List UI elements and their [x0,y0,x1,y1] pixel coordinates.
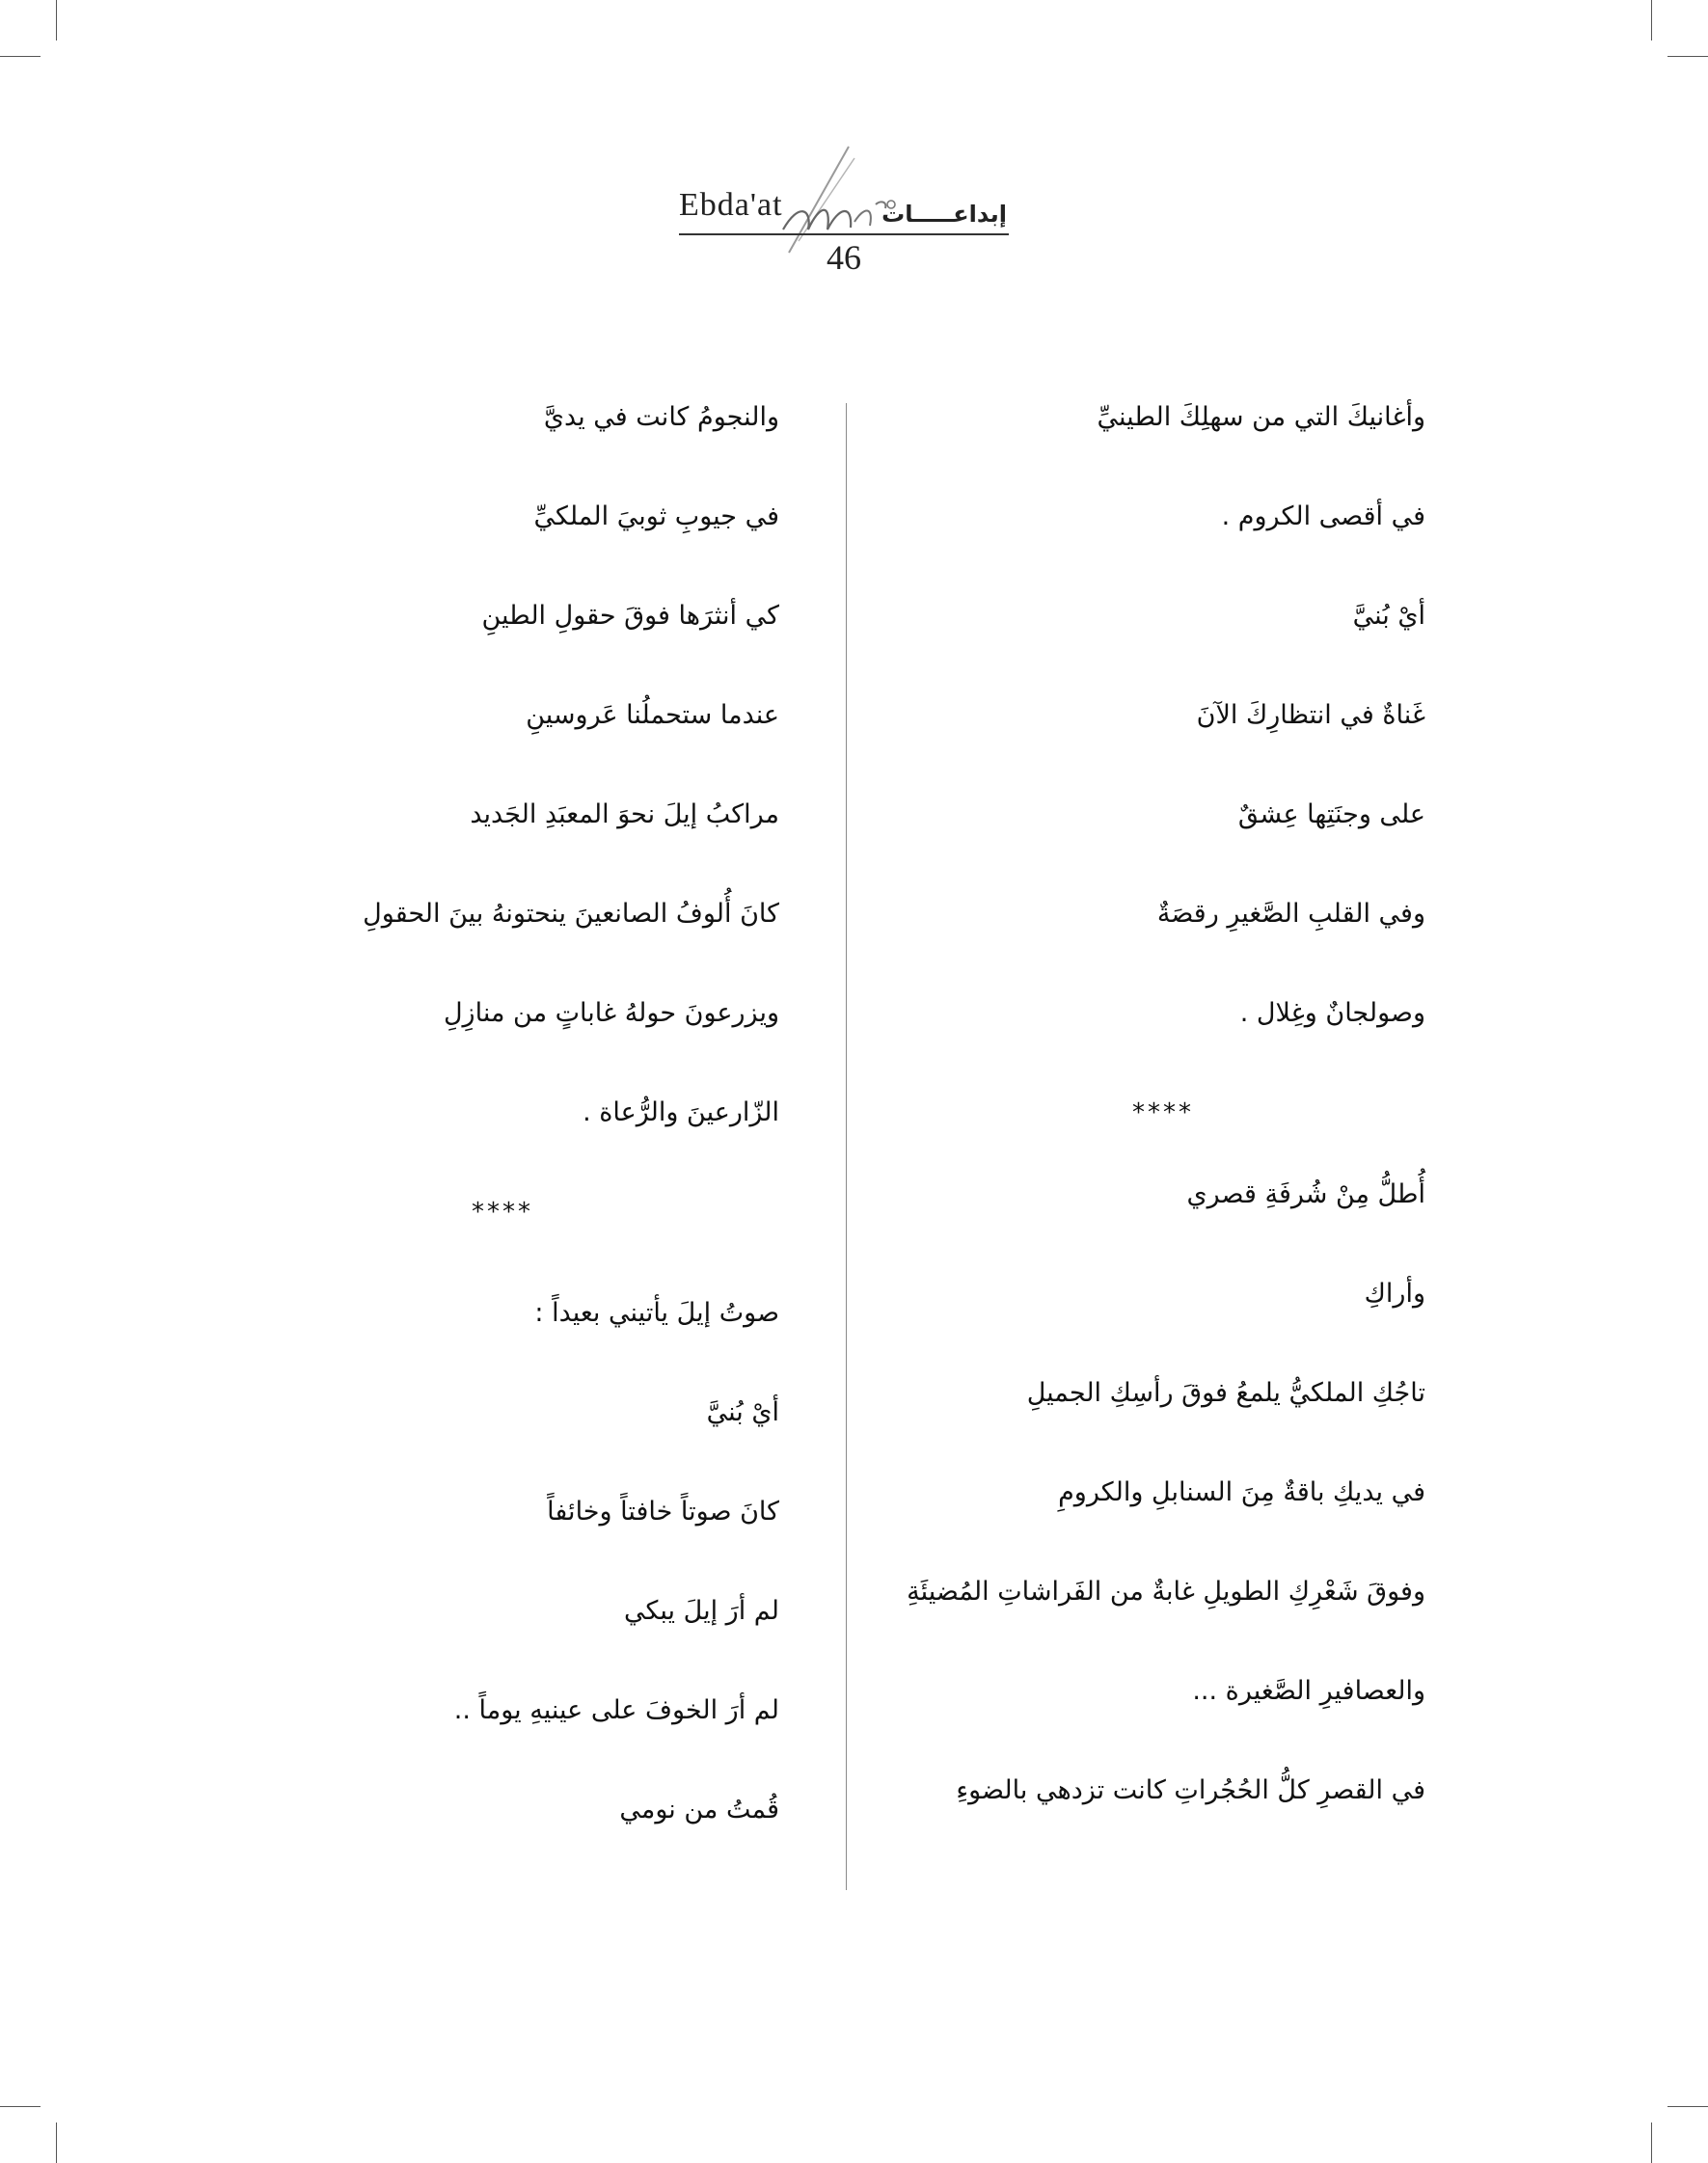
poem-column-left [239,386,779,1878]
poem-line: أُطلُّ مِنْ شُرفَةِ قصري [1186,1179,1425,1209]
poem-line: وفوقَ شَعْرِكِ الطويلِ غابةٌ من الفَراشاتِ المُضيئَةِ [907,1577,1425,1607]
poem-line: في القصرِ كلُّ الحُجُراتِ كانت تزدهي بالضوءِ [956,1775,1425,1805]
poem-line: الزّارعينَ والرُّعاة . [583,1097,779,1127]
poem-line: في جيوبِ ثوبيَ الملكيِّ [533,501,779,531]
crop-mark [1667,56,1708,57]
poem-line: في يديكِ باقةٌ مِنَ السنابلِ والكرومِ [1058,1477,1425,1507]
poem-line: عندما ستحملُنا عَروسينِ [526,700,779,730]
poem-line: مراكبُ إيلَ نحوَ المعبَدِ الجَديد [470,799,779,829]
poem-column-right [885,386,1425,1858]
stanza-separator: **** [472,1198,533,1227]
poem-line: لم أرَ الخوفَ على عينيهِ يوماً .. [453,1695,779,1725]
poem-line: وأغانيكَ التي من سهلِكَ الطينيِّ [1097,402,1425,432]
poem-line: أيْ بُنيَّ [706,1397,779,1427]
poem-line: كانَ صوتاً خافتاً وخائفاً [547,1497,779,1527]
poem-line: غَناةٌ في انتظارِكَ الآنَ [1196,700,1425,730]
crop-mark [1651,0,1652,41]
stanza-separator: **** [1132,1098,1194,1127]
crop-mark [56,2122,57,2163]
poem-line: والنجومُ كانت في يديَّ [543,402,779,432]
crop-mark [56,0,57,41]
header-rule [679,233,1009,235]
column-divider [846,403,847,1890]
crop-mark [0,56,41,57]
poem-line: وأراكِ [1364,1279,1425,1309]
poem-line: على وجنَتِها عِشقٌ [1237,799,1425,829]
running-header [675,145,1013,280]
poem-line: كي أنثرَها فوقَ حقولِ الطينِ [481,601,779,631]
poem-line: تاجُكِ الملكيُّ يلمعُ فوقَ رأسِكِ الجميلِ [1026,1378,1425,1408]
journal-title-latin: Ebda'at [679,187,783,223]
poem-line: ويزرعونَ حولهُ غاباتٍ من منازِلِ [443,998,779,1028]
poem-line: قُمتُ من نومي [619,1795,779,1825]
page-number: 46 [827,238,861,277]
poem-line: صوتُ إيلَ يأتيني بعيداً : [534,1298,779,1328]
poem-line: وصولجانٌ وغِلال . [1239,998,1425,1028]
poem-line: أيْ بُنيَّ [1352,601,1425,631]
poem-line: وفي القلبِ الصَّغيرِ رقصَةٌ [1156,899,1425,929]
crop-mark [1667,2106,1708,2107]
poem-line: لم أرَ إيلَ يبكي [623,1596,779,1626]
poem-line: في أقصى الكروم . [1221,501,1425,531]
poem-line: كانَ أُلوفُ الصانعينَ ينحتونهُ بينَ الحقولِ [363,899,779,929]
crop-mark [0,2106,41,2107]
journal-title-arabic: إبداعـــــات [881,201,1007,228]
poem-line: والعصافيرِ الصَّغيرة ... [1192,1676,1425,1706]
crop-mark [1651,2122,1652,2163]
